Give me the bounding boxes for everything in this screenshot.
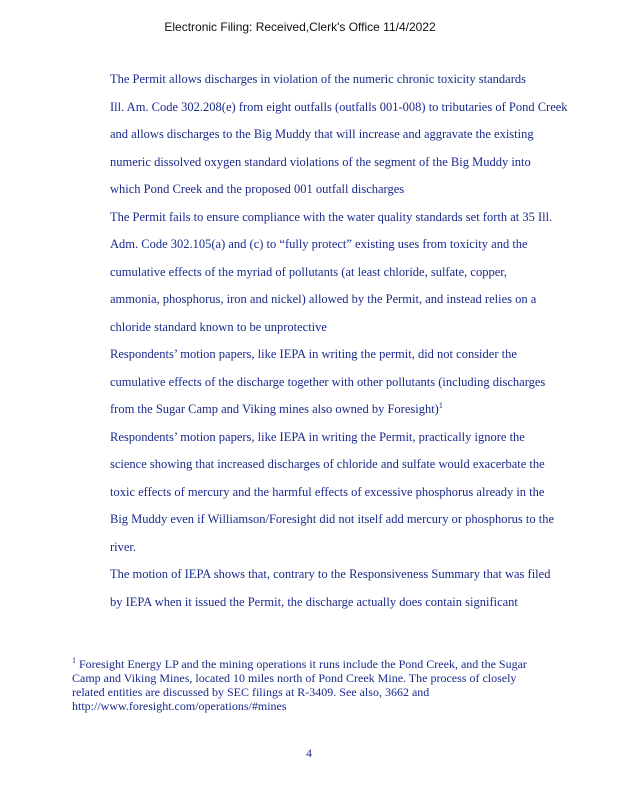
bullet-item bbox=[0, 561, 618, 616]
footnote-link[interactable]: http://www.foresight.com/operations/#mines bbox=[72, 699, 287, 713]
bullet-line: toxic effects of mercury and the harmful effects of excessive phosphorus already in the bbox=[110, 484, 545, 499]
filing-header: Electronic Filing: Received,Clerk's Office 11/4/2022 bbox=[164, 20, 436, 34]
footnote-marker: 1 bbox=[72, 656, 76, 665]
footnote-line: related entities are discussed by SEC filings at R-3409. See also, 3662 and bbox=[72, 685, 430, 699]
bullet-line: The Permit fails to ensure compliance with the water quality standards set forth at 35 Ill. bbox=[110, 209, 553, 224]
bullet-line: ammonia, phosphorus, iron and nickel) allowed by the Permit, and instead relies on a bbox=[110, 292, 537, 306]
bullet-item bbox=[0, 66, 618, 204]
bullet-item bbox=[0, 341, 618, 424]
bullet-line: chloride standard known to be unprotective bbox=[110, 319, 327, 334]
bullet-line: numeric dissolved oxygen standard violations of the segment of the Big Muddy into bbox=[110, 154, 531, 169]
footnote bbox=[72, 657, 602, 713]
bullet-line: Big Muddy even if Williamson/Foresight did not itself add mercury or phosphorus to the bbox=[110, 512, 555, 526]
bullet-line: and allows discharges to the Big Muddy that will increase and aggravate the existing bbox=[110, 127, 534, 141]
bullet-list bbox=[0, 66, 618, 616]
footnote-reference[interactable]: 1 bbox=[438, 400, 443, 410]
bullet-line: The motion of IEPA shows that, contrary to the Responsiveness Summary that was filed bbox=[110, 567, 551, 581]
bullet-item bbox=[0, 204, 618, 342]
bullet-line-text: from the Sugar Camp and Viking mines also owned by Foresight) bbox=[110, 402, 439, 416]
bullet-line: Respondents’ motion papers, like IEPA in writing the permit, did not consider the bbox=[110, 347, 517, 361]
footnote-line bbox=[72, 657, 602, 671]
footnote-text: Foresight Energy LP and the mining operations it runs include the Pond Creek, and the Sugar bbox=[79, 657, 527, 671]
bullet-line: The Permit allows discharges in violation of the numeric chronic toxicity standards bbox=[110, 72, 526, 86]
bullet-line: Ill. Am. Code 302.208(e) from eight outfalls (outfalls 001-008) to tributaries of Pond Creek bbox=[110, 99, 568, 114]
bullet-item bbox=[0, 424, 618, 562]
bullet-line: Respondents’ motion papers, like IEPA in writing the Permit, practically ignore the bbox=[110, 429, 525, 444]
footnote-line: Camp and Viking Mines, located 10 miles north of Pond Creek Mine. The process of closely bbox=[72, 671, 517, 685]
bullet-line: river. bbox=[110, 539, 137, 554]
bullet-line: by IEPA when it issued the Permit, the discharge actually does contain significant bbox=[110, 594, 518, 609]
page-number: 4 bbox=[306, 746, 312, 760]
bullet-line: Adm. Code 302.105(a) and (c) to “fully protect” existing uses from toxicity and the bbox=[110, 237, 528, 251]
bullet-line: science showing that increased discharges of chloride and sulfate would exacerbate the bbox=[110, 457, 545, 471]
bullet-line: which Pond Creek and the proposed 001 outfall discharges bbox=[110, 182, 405, 196]
bullet-line: cumulative effects of the myriad of pollutants (at least chloride, sulfate, copper, bbox=[110, 264, 508, 279]
bullet-line: cumulative effects of the discharge together with other pollutants (including discharges bbox=[110, 374, 546, 389]
bullet-line bbox=[110, 396, 600, 424]
